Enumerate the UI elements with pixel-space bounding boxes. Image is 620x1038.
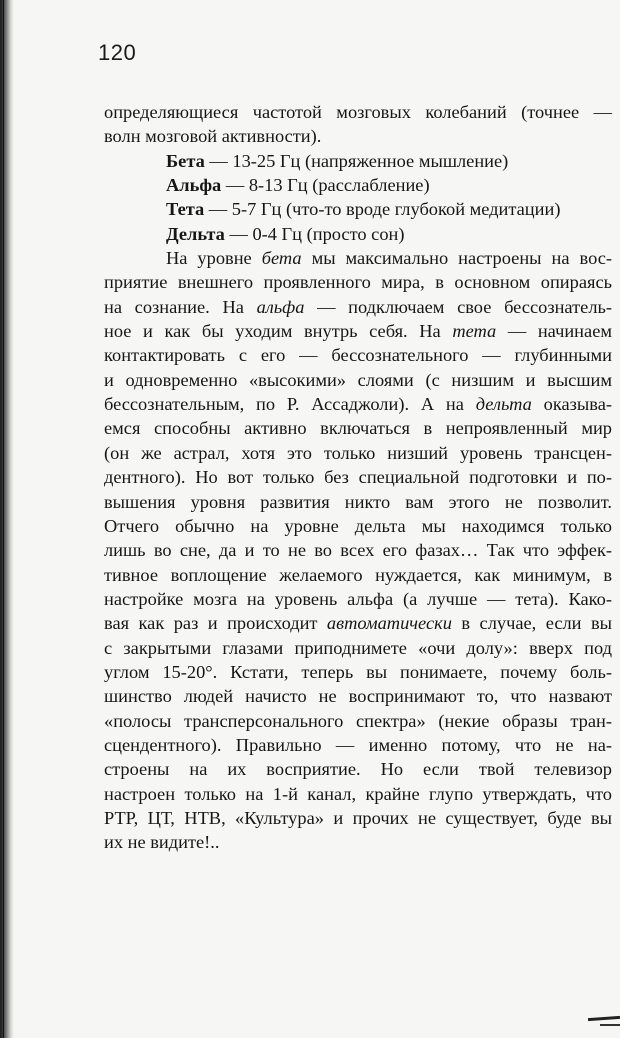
text-line	[104, 465, 612, 489]
text-segment: лишь во сне, да и то не во всех его фазах… Так что эффек-	[104, 540, 612, 561]
text-line	[104, 490, 612, 514]
frequency-name: Тета	[166, 199, 205, 220]
body-text	[104, 100, 612, 855]
text-segment: Отчего обычно на уровне дельта мы находимся только	[104, 515, 612, 536]
text-segment: ное и как бы уходим внутрь себя. На	[104, 321, 453, 342]
text-segment: настройке мозга на уровень альфа (а лучше — тета). Како-	[104, 588, 612, 609]
text-line	[104, 368, 612, 392]
text-line	[104, 587, 612, 611]
text-segment: настроен только на 1-й канал, крайне глупо утверждать, что	[104, 783, 612, 804]
text-segment: в случае, если вы	[451, 613, 612, 634]
frequency-name: Дельта	[166, 223, 225, 244]
text-line	[104, 295, 612, 319]
frequency-desc: 0-4 Гц (просто сон)	[252, 223, 405, 244]
italic-term: бета	[261, 248, 302, 269]
text-segment: — начинаем	[496, 321, 612, 342]
text-segment: контактировать с его — бессознательного — глубинными	[104, 345, 612, 366]
text-line	[104, 246, 612, 270]
text-segment: емся способны активно включаться в непроявленный мир	[104, 418, 612, 439]
text-line	[104, 319, 612, 343]
text-line	[104, 636, 612, 660]
text-line	[104, 733, 612, 757]
text-line	[104, 270, 612, 294]
italic-term: альфа	[256, 296, 305, 317]
text-segment: — подключаем свое бессознатель-	[304, 296, 613, 317]
frequency-item-theta: Тета — 5-7 Гц (что-то вроде глубокой медитации)	[166, 199, 561, 220]
text-segment: бессознательным, по Р. Ассаджоли). А на	[104, 394, 476, 415]
frequency-item-delta: Дельта — 0-4 Гц (просто сон)	[166, 223, 405, 244]
text-segment: На уровне	[166, 248, 262, 269]
text-segment: шинство людей начисто не воспринимают то, что назвают	[104, 686, 612, 707]
frequency-item-alpha: Альфа — 8-13 Гц (расслабление)	[166, 175, 430, 196]
frequency-desc: 13-25 Гц (напряженное мышление)	[232, 150, 509, 171]
text-line	[104, 684, 612, 708]
text-segment: на сознание. На	[104, 296, 257, 317]
text-line	[104, 806, 612, 830]
text-segment: с закрытыми глазами приподнимете «очи долу»: вверх под	[104, 637, 612, 658]
text-line	[104, 538, 612, 562]
text-segment: «полосы трансперсонального спектра» (некие образы тран-	[104, 710, 612, 731]
text-segment: вышения уровня развития никто вам этого не позволит.	[104, 491, 612, 512]
text-line	[104, 782, 612, 806]
text-segment: оказыва-	[531, 394, 612, 415]
text-segment: вая как раз и происходит	[104, 613, 327, 634]
text-line	[104, 514, 612, 538]
text-segment: сцендентного). Правильно — именно потому, что не на-	[104, 734, 612, 755]
paragraph	[104, 246, 612, 855]
frequency-name: Бета	[166, 150, 205, 171]
italic-term: дельта	[475, 394, 532, 415]
text-segment: мы максимально настроены на вос-	[301, 248, 613, 269]
text-line	[104, 611, 612, 635]
frequency-name: Альфа	[166, 175, 222, 196]
text-segment: РТР, ЦТ, НТВ, «Культура» и прочих не существует, буде вы	[104, 807, 612, 828]
text-segment: (он же астрал, хотя это только низший уровень трансцен-	[104, 442, 612, 463]
text-line	[104, 343, 612, 367]
text-segment: и одновременно «высокими» слоями (с низшим и высшим	[104, 369, 612, 390]
italic-term: тета	[452, 321, 497, 342]
text-line	[104, 709, 612, 733]
scan-artifact	[588, 1016, 620, 1021]
text-line	[104, 441, 612, 465]
frequency-desc: 5-7 Гц (что-то вроде глубокой медитации)	[231, 199, 561, 220]
italic-term: автоматически	[326, 613, 452, 634]
text-line	[104, 392, 612, 416]
frequency-item-beta: Бета — 13-25 Гц (напряженное мышление)	[166, 150, 509, 171]
text-segment: их не видите!..	[104, 832, 220, 853]
text-line	[104, 563, 612, 587]
binding-line	[3, 0, 4, 1038]
text-line	[104, 660, 612, 684]
page-number: 120	[98, 40, 137, 65]
text-segment: тивное воплощение желаемого нуждается, как минимум, в	[104, 564, 612, 585]
frequency-desc: 8-13 Гц (расслабление)	[248, 175, 430, 196]
intro-line: волн мозговой активности).	[104, 126, 322, 147]
scan-artifact	[600, 1024, 620, 1026]
intro-line: определяющиеся частотой мозговых колебаний (точнее —	[104, 102, 612, 122]
text-line	[104, 416, 612, 440]
text-segment: дентного). Но вот только без специальной подготовки и по-	[104, 467, 612, 488]
text-segment: углом 15-20°. Кстати, теперь вы понимаете, почему боль-	[104, 661, 612, 682]
text-line	[104, 757, 612, 781]
text-segment: приятие внешнего проявленного мира, в основном опираясь	[104, 272, 612, 293]
text-line	[104, 830, 612, 854]
text-segment: строены на их восприятие. Но если твой телевизор	[104, 759, 612, 780]
